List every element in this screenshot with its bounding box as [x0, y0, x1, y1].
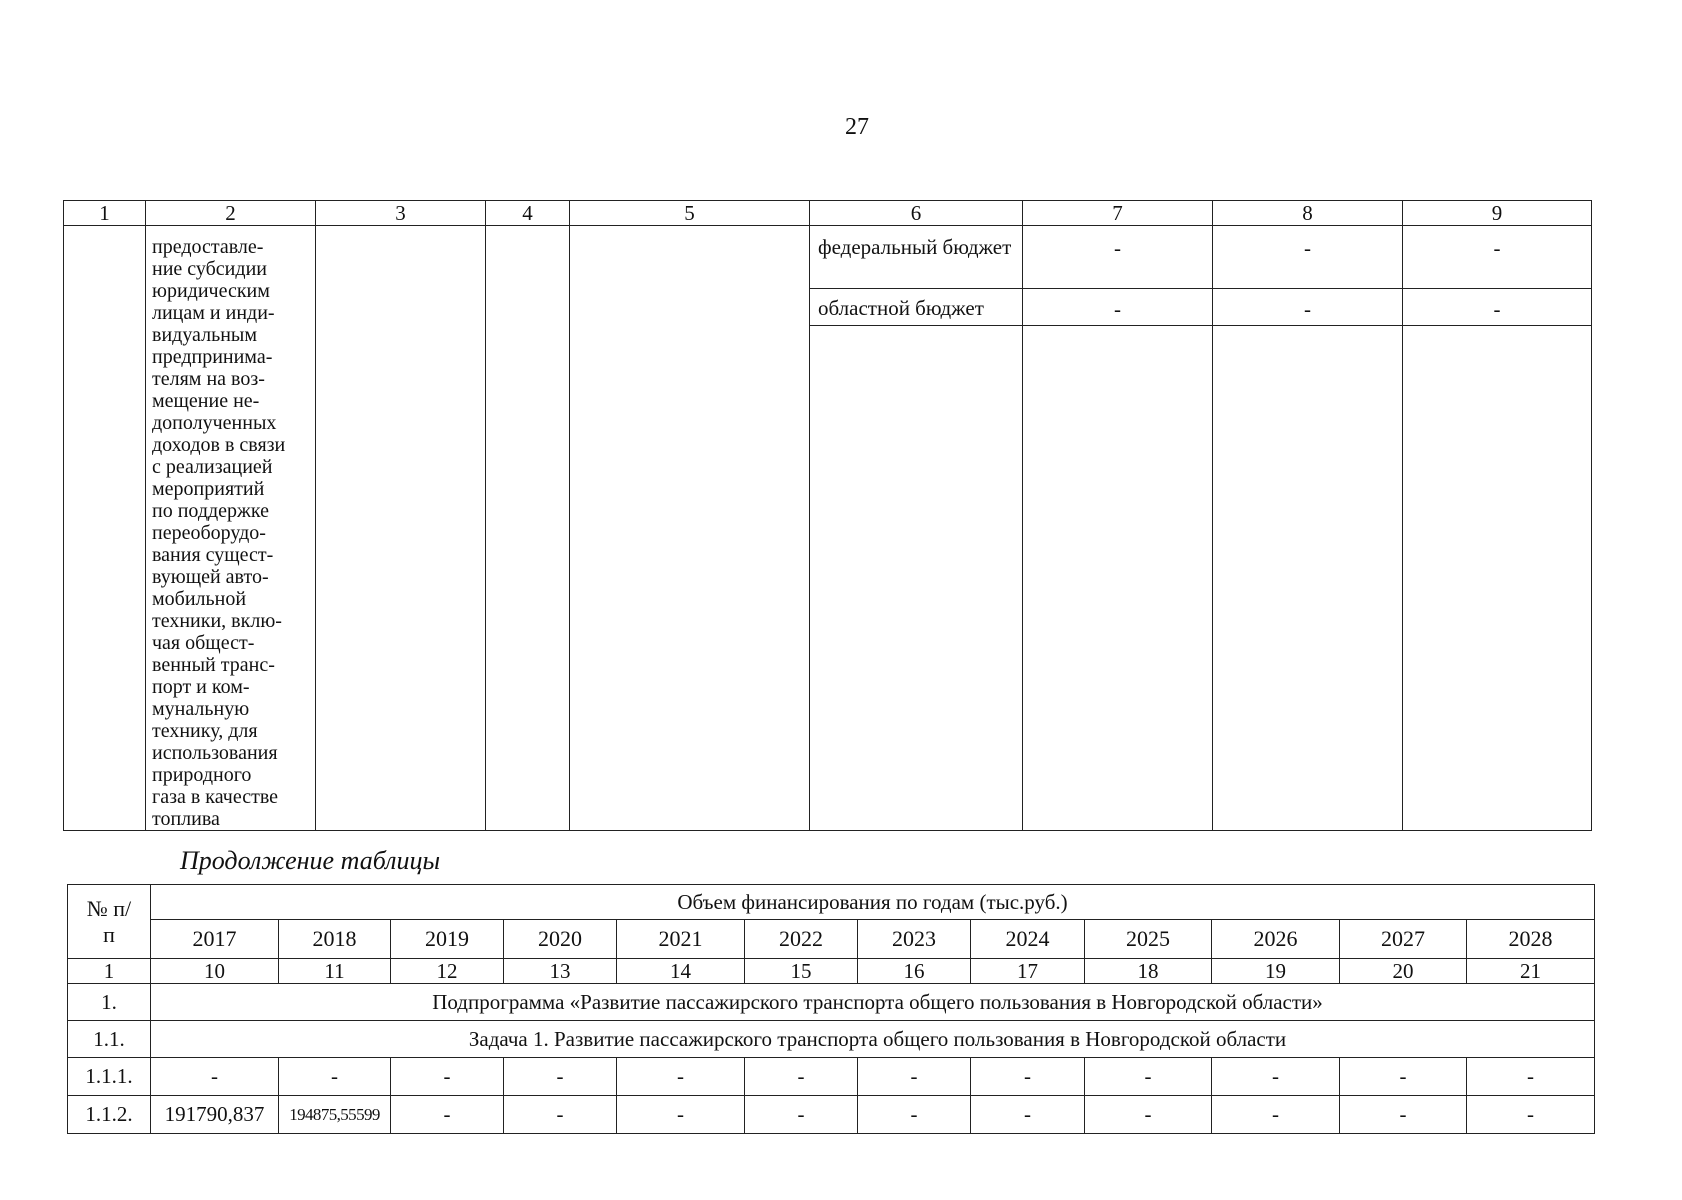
- year-cell: 2026: [1212, 920, 1340, 959]
- value-cell: -: [151, 1058, 279, 1096]
- table-row: [68, 1096, 1595, 1134]
- index-row: [68, 959, 1595, 984]
- value-cell: -: [391, 1096, 504, 1134]
- value-cell: -: [1340, 1096, 1467, 1134]
- row-number: 1.1.2.: [68, 1096, 151, 1134]
- year-cell: 2024: [971, 920, 1085, 959]
- value-cell: 194875,55599: [279, 1096, 391, 1134]
- value-cell: -: [1212, 1096, 1340, 1134]
- year-cell: 2022: [745, 920, 858, 959]
- value-cell: -: [745, 1058, 858, 1096]
- column-number: 4: [486, 201, 570, 226]
- value-cell: -: [971, 1058, 1085, 1096]
- value-cell: -: [858, 1058, 971, 1096]
- year-cell: 2025: [1085, 920, 1212, 959]
- value-cell: -: [1212, 1058, 1340, 1096]
- index-cell: 15: [745, 959, 858, 984]
- task-title: Задача 1. Развитие пассажирского транспорта общего пользования в Новгородской области: [151, 1021, 1595, 1058]
- year-cell: 2017: [151, 920, 279, 959]
- index-cell: 17: [971, 959, 1085, 984]
- num-header: № п/п: [68, 885, 151, 959]
- value-cell: -: [1023, 226, 1213, 289]
- column-number: 5: [570, 201, 810, 226]
- value-cell: -: [504, 1058, 617, 1096]
- index-cell: 21: [1467, 959, 1595, 984]
- measure-description: предоставле- ние субсидии юридическим лицам и инди- видуальным предпринима- телям на воз- мещение не- дополученных доходов в связи с реализацией мероприятий по поддержке переоборудо- вания сущест- вующей авто- мобильной техники, вклю- чая общест- венный транс- порт и ком- мунальную технику, для использования природного газа в качестве топлива: [146, 226, 316, 831]
- year-cell: 2028: [1467, 920, 1595, 959]
- column-number: 8: [1213, 201, 1403, 226]
- value-cell: -: [1340, 1058, 1467, 1096]
- empty-cell: [1403, 326, 1592, 831]
- index-cell: 12: [391, 959, 504, 984]
- index-cell: 10: [151, 959, 279, 984]
- index-cell: 18: [1085, 959, 1212, 984]
- value-cell: -: [1085, 1096, 1212, 1134]
- empty-cell: [810, 326, 1023, 831]
- main-table: [63, 200, 1592, 831]
- value-cell: -: [1467, 1058, 1595, 1096]
- empty-cell: [1213, 326, 1403, 831]
- index-cell: 20: [1340, 959, 1467, 984]
- value-cell: 191790,837: [151, 1096, 279, 1134]
- column-number: 2: [146, 201, 316, 226]
- column-number-row: [64, 201, 1592, 226]
- year-cell: 2021: [617, 920, 745, 959]
- empty-cell: [316, 226, 486, 831]
- value-cell: -: [617, 1058, 745, 1096]
- index-cell: 14: [617, 959, 745, 984]
- funding-source: федеральный бюджет: [810, 226, 1023, 289]
- subprogram-title: Подпрограмма «Развитие пассажирского транспорта общего пользования в Новгородской области»: [151, 984, 1595, 1021]
- year-cell: 2018: [279, 920, 391, 959]
- value-cell: -: [279, 1058, 391, 1096]
- column-number: 6: [810, 201, 1023, 226]
- year-cell: 2023: [858, 920, 971, 959]
- empty-cell: [64, 226, 146, 831]
- value-cell: -: [504, 1096, 617, 1134]
- value-cell: -: [1085, 1058, 1212, 1096]
- index-cell: 1: [68, 959, 151, 984]
- value-cell: -: [971, 1096, 1085, 1134]
- value-cell: -: [391, 1058, 504, 1096]
- year-cell: 2027: [1340, 920, 1467, 959]
- row-number: 1.: [68, 984, 151, 1021]
- row-number: 1.1.: [68, 1021, 151, 1058]
- subprogram-row: [68, 984, 1595, 1021]
- index-cell: 16: [858, 959, 971, 984]
- years-row: [68, 920, 1595, 959]
- year-cell: 2020: [504, 920, 617, 959]
- value-cell: -: [1213, 226, 1403, 289]
- row-number: 1.1.1.: [68, 1058, 151, 1096]
- financing-header-row: [68, 885, 1595, 920]
- value-cell: -: [1213, 289, 1403, 326]
- value-cell: -: [617, 1096, 745, 1134]
- continuation-title: Продолжение таблицы: [180, 846, 441, 875]
- column-number: 7: [1023, 201, 1213, 226]
- funding-source: областной бюджет: [810, 289, 1023, 326]
- value-cell: -: [1403, 289, 1592, 326]
- value-cell: -: [745, 1096, 858, 1134]
- financing-header: Объем финансирования по годам (тыс.руб.): [151, 885, 1595, 920]
- value-cell: -: [1023, 289, 1213, 326]
- table-row: [68, 1058, 1595, 1096]
- empty-cell: [486, 226, 570, 831]
- empty-cell: [1023, 326, 1213, 831]
- index-cell: 11: [279, 959, 391, 984]
- column-number: 1: [64, 201, 146, 226]
- value-cell: -: [1467, 1096, 1595, 1134]
- page-number: 27: [845, 114, 869, 140]
- column-number: 9: [1403, 201, 1592, 226]
- financing-table: [67, 884, 1595, 1134]
- table-row: [64, 226, 1592, 289]
- index-cell: 19: [1212, 959, 1340, 984]
- value-cell: -: [1403, 226, 1592, 289]
- task-row: [68, 1021, 1595, 1058]
- column-number: 3: [316, 201, 486, 226]
- value-cell: -: [858, 1096, 971, 1134]
- empty-cell: [570, 226, 810, 831]
- year-cell: 2019: [391, 920, 504, 959]
- index-cell: 13: [504, 959, 617, 984]
